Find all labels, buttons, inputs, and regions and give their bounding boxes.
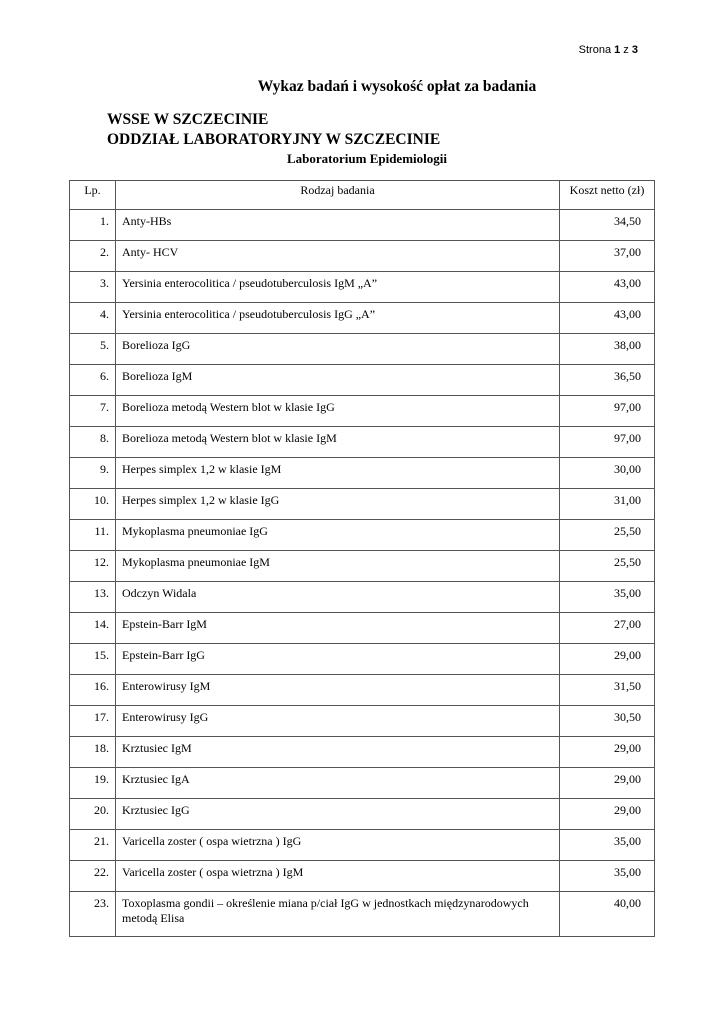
table-row: [70, 365, 655, 396]
table-row: [70, 644, 655, 675]
table-row: [70, 427, 655, 458]
row-number: 6.: [70, 365, 116, 396]
test-cost: 97,00: [560, 396, 655, 427]
row-number: 9.: [70, 458, 116, 489]
test-cost: 43,00: [560, 303, 655, 334]
organization-name: WSSE W SZCZECINIE: [107, 111, 269, 128]
test-cost: 38,00: [560, 334, 655, 365]
page-number: Strona 1 z 3: [578, 44, 638, 56]
test-cost: 25,50: [560, 520, 655, 551]
table-row: [70, 396, 655, 427]
test-name: Enterowirusy IgG: [116, 706, 560, 737]
test-name: Enterowirusy IgM: [116, 675, 560, 706]
table-row: [70, 582, 655, 613]
row-number: 4.: [70, 303, 116, 334]
test-name: Toxoplasma gondii – określenie miana p/ciał IgG w jednostkach międzynarodowych metodą Elisa: [116, 892, 560, 937]
row-number: 14.: [70, 613, 116, 644]
test-cost: 35,00: [560, 861, 655, 892]
test-name: Borelioza metodą Western blot w klasie IgM: [116, 427, 560, 458]
test-cost: 29,00: [560, 737, 655, 768]
table-row: [70, 551, 655, 582]
test-name: Herpes simplex 1,2 w klasie IgM: [116, 458, 560, 489]
test-name: Yersinia enterocolitica / pseudotuberculosis IgM „A”: [116, 272, 560, 303]
row-number: 13.: [70, 582, 116, 613]
table-row: [70, 303, 655, 334]
test-name: Borelioza IgG: [116, 334, 560, 365]
row-number: 20.: [70, 799, 116, 830]
table-row: [70, 861, 655, 892]
test-cost: 35,00: [560, 582, 655, 613]
test-name: Mykoplasma pneumoniae IgM: [116, 551, 560, 582]
test-name: Epstein-Barr IgM: [116, 613, 560, 644]
row-number: 18.: [70, 737, 116, 768]
test-name: Krztusiec IgM: [116, 737, 560, 768]
test-cost: 31,00: [560, 489, 655, 520]
header-net-cost: Koszt netto (zł): [560, 181, 655, 210]
test-name: Odczyn Widala: [116, 582, 560, 613]
row-number: 15.: [70, 644, 116, 675]
row-number: 22.: [70, 861, 116, 892]
test-name: Herpes simplex 1,2 w klasie IgG: [116, 489, 560, 520]
table-row: [70, 489, 655, 520]
test-name: Borelioza metodą Western blot w klasie IgG: [116, 396, 560, 427]
table-row: [70, 520, 655, 551]
row-number: 12.: [70, 551, 116, 582]
test-cost: 29,00: [560, 799, 655, 830]
table-row: [70, 768, 655, 799]
test-name: Anty- HCV: [116, 241, 560, 272]
test-cost: 30,00: [560, 458, 655, 489]
row-number: 8.: [70, 427, 116, 458]
test-cost: 30,50: [560, 706, 655, 737]
test-name: Krztusiec IgA: [116, 768, 560, 799]
row-number: 19.: [70, 768, 116, 799]
table-row: [70, 737, 655, 768]
row-number: 5.: [70, 334, 116, 365]
test-cost: 43,00: [560, 272, 655, 303]
row-number: 2.: [70, 241, 116, 272]
row-number: 1.: [70, 210, 116, 241]
table-row: [70, 613, 655, 644]
test-cost: 40,00: [560, 892, 655, 937]
test-cost: 27,00: [560, 613, 655, 644]
document-title: Wykaz badań i wysokość opłat za badania: [257, 78, 537, 95]
table-row: [70, 334, 655, 365]
test-cost: 34,50: [560, 210, 655, 241]
test-cost: 35,00: [560, 830, 655, 861]
table-row: [70, 675, 655, 706]
test-name: Varicella zoster ( ospa wietrzna ) IgM: [116, 861, 560, 892]
header-test-type: Rodzaj badania: [116, 181, 560, 210]
table-row: [70, 458, 655, 489]
test-cost: 25,50: [560, 551, 655, 582]
test-name: Yersinia enterocolitica / pseudotuberculosis IgG „A”: [116, 303, 560, 334]
row-number: 23.: [70, 892, 116, 937]
table-row: [70, 799, 655, 830]
test-name: Mykoplasma pneumoniae IgG: [116, 520, 560, 551]
table-row: [70, 706, 655, 737]
table-row: [70, 892, 655, 937]
test-cost: 36,50: [560, 365, 655, 396]
test-name: Krztusiec IgG: [116, 799, 560, 830]
department-name: ODDZIAŁ LABORATORYJNY W SZCZECINIE: [107, 131, 441, 148]
test-cost: 97,00: [560, 427, 655, 458]
row-number: 3.: [70, 272, 116, 303]
table-row: [70, 241, 655, 272]
test-name: Anty-HBs: [116, 210, 560, 241]
test-cost: 37,00: [560, 241, 655, 272]
header-lp: Lp.: [70, 181, 116, 210]
row-number: 7.: [70, 396, 116, 427]
test-name: Epstein-Barr IgG: [116, 644, 560, 675]
test-name: Borelioza IgM: [116, 365, 560, 396]
row-number: 17.: [70, 706, 116, 737]
row-number: 21.: [70, 830, 116, 861]
test-cost: 31,50: [560, 675, 655, 706]
laboratory-name: Laboratorium Epidemiologii: [287, 151, 447, 166]
test-name: Varicella zoster ( ospa wietrzna ) IgG: [116, 830, 560, 861]
table-row: [70, 210, 655, 241]
row-number: 10.: [70, 489, 116, 520]
price-table: [69, 180, 655, 937]
test-cost: 29,00: [560, 644, 655, 675]
table-header-row: [70, 181, 655, 210]
table-row: [70, 272, 655, 303]
row-number: 16.: [70, 675, 116, 706]
row-number: 11.: [70, 520, 116, 551]
test-cost: 29,00: [560, 768, 655, 799]
table-row: [70, 830, 655, 861]
